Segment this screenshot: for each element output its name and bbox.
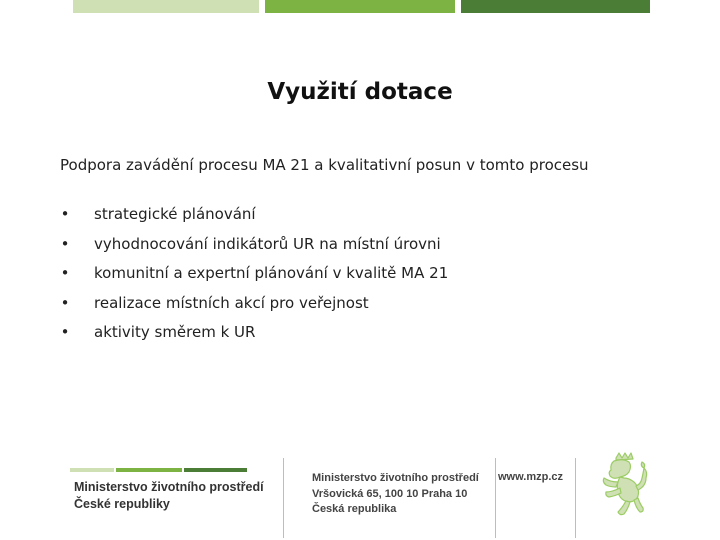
lion-emblem-icon [596, 452, 652, 524]
list-item-text: vyhodnocování indikátorů UR na místní úrovni [94, 234, 441, 253]
address-line: Ministerstvo životního prostředí [312, 472, 479, 484]
footer-bar-medium [116, 468, 182, 472]
website-link[interactable]: www.mzp.cz [498, 471, 563, 483]
footer-bar-dark [184, 468, 247, 472]
ministry-name [74, 479, 264, 513]
list-item-text: aktivity směrem k UR [94, 323, 256, 341]
slide-subtitle: Podpora zavádění procesu MA 21 a kvalitativní posun v tomto procesu [60, 156, 589, 174]
header-bar-dark [461, 0, 650, 13]
list-item-text: strategické plánování [94, 205, 256, 223]
footer-bar-light [70, 468, 114, 472]
ministry-name-line: České republiky [74, 497, 170, 511]
list-item-text: komunitní a expertní plánování v kvalitě MA 21 [94, 264, 449, 282]
ministry-address [312, 471, 479, 518]
address-line: Česká republika [312, 503, 397, 515]
bullet-icon: • [60, 264, 70, 282]
slide-title: Využití dotace [267, 79, 453, 105]
header-bar-medium [265, 0, 455, 13]
header-bar-light [73, 0, 259, 13]
bullet-icon: • [60, 234, 70, 253]
list-item-text: realizace místních akcí pro veřejnost [94, 293, 369, 312]
bullet-icon: • [60, 323, 70, 341]
bullet-icon: • [60, 205, 70, 223]
ministry-name-line: Ministerstvo životního prostředí [74, 480, 264, 494]
footer-divider [575, 458, 576, 538]
bullet-icon: • [60, 293, 70, 312]
footer-divider [495, 458, 496, 538]
footer-divider [283, 458, 284, 538]
address-line: Vršovická 65, 100 10 Praha 10 [312, 487, 468, 500]
